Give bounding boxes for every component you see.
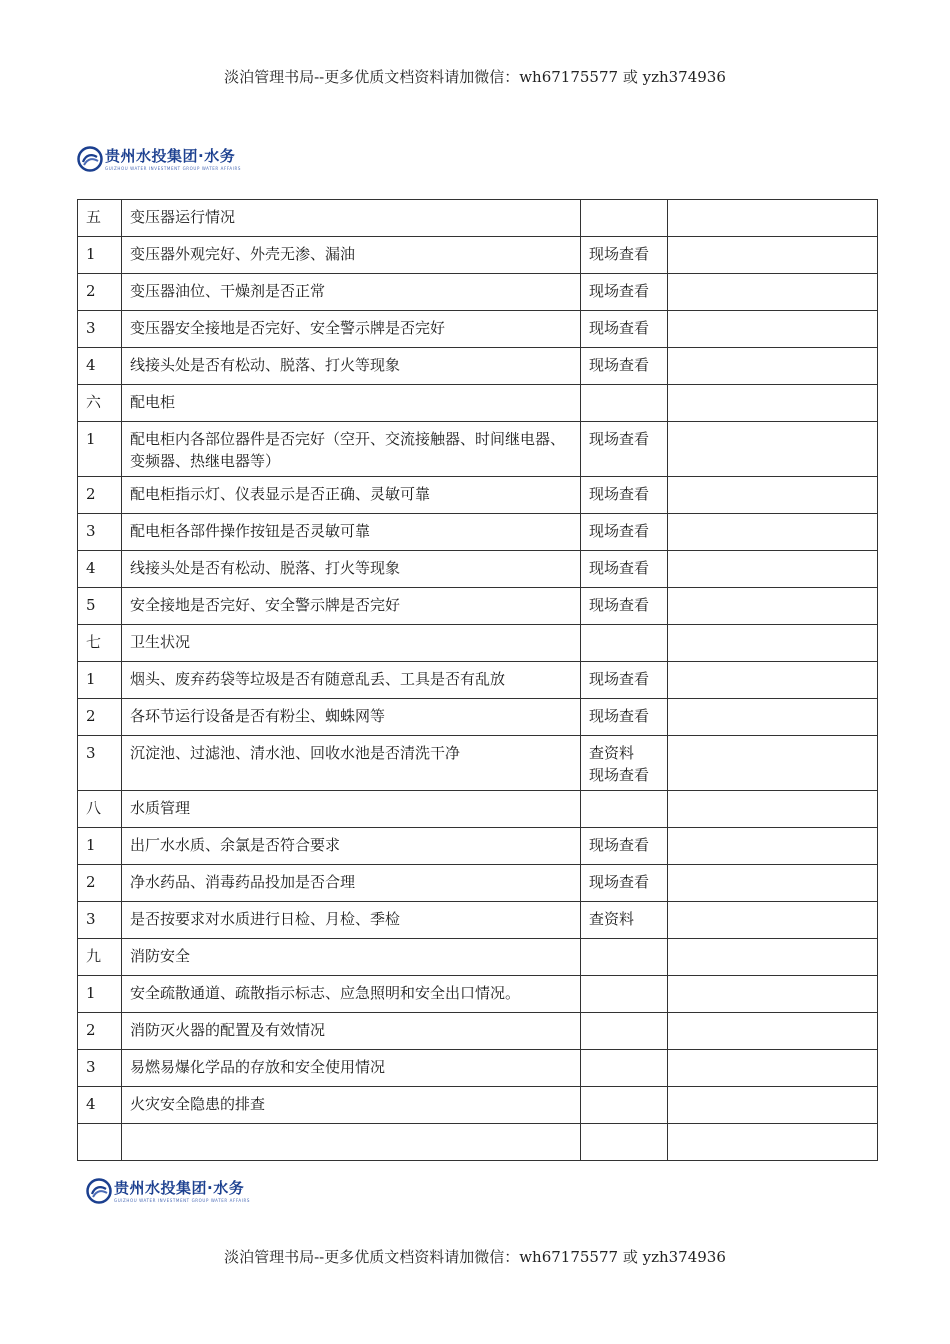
check-item: 出厂水水质、余氯是否符合要求 — [122, 828, 581, 865]
check-item: 线接头处是否有松动、脱落、打火等现象 — [122, 348, 581, 385]
table-row — [78, 311, 878, 348]
check-result — [668, 1050, 878, 1087]
method-label: 现场查看 — [589, 596, 650, 614]
method-label: 现场查看 — [589, 670, 650, 688]
method-label: 现场查看 — [589, 707, 650, 725]
method-label: 现场查看 — [589, 430, 650, 448]
table-row — [78, 1050, 878, 1087]
method-label: 现场查看 — [589, 485, 650, 503]
table-row — [78, 514, 878, 551]
check-item: 配电柜各部件操作按钮是否灵敏可靠 — [122, 514, 581, 551]
table-row — [78, 274, 878, 311]
check-item: 安全接地是否完好、安全警示牌是否完好 — [122, 588, 581, 625]
method-label: 现场查看 — [589, 319, 650, 337]
method-label: 现场查看 — [589, 766, 650, 784]
method-label: 查资料 — [589, 910, 635, 928]
row-number: 六 — [78, 385, 122, 422]
check-item: 是否按要求对水质进行日检、月检、季检 — [122, 902, 581, 939]
check-method — [581, 274, 668, 311]
row-number: 八 — [78, 791, 122, 828]
section-row — [78, 625, 878, 662]
method-label: 查资料 — [589, 744, 635, 762]
check-method — [581, 348, 668, 385]
check-method — [581, 385, 668, 422]
check-item — [122, 1124, 581, 1161]
check-method — [581, 422, 668, 477]
logo-name-en: GUIZHOU WATER INVESTMENT GROUP WATER AFFAIRS — [105, 165, 242, 171]
check-method — [581, 865, 668, 902]
row-number: 1 — [78, 237, 122, 274]
check-item: 变压器油位、干燥剂是否正常 — [122, 274, 581, 311]
check-result — [668, 274, 878, 311]
section-row — [78, 385, 878, 422]
check-result — [668, 828, 878, 865]
method-label: 现场查看 — [589, 245, 650, 263]
check-item: 配电柜内各部位器件是否完好（空开、交流接触器、时间继电器、变频器、热继电器等） — [122, 422, 581, 477]
row-number: 2 — [78, 477, 122, 514]
method-label: 现场查看 — [589, 559, 650, 577]
check-method — [581, 200, 668, 237]
table-row — [78, 588, 878, 625]
check-method — [581, 1013, 668, 1050]
check-method — [581, 311, 668, 348]
check-result — [668, 477, 878, 514]
row-number: 3 — [78, 514, 122, 551]
logo-name-cn: 贵州水投集团·水务 — [114, 1178, 245, 1197]
check-item: 安全疏散通道、疏散指示标志、应急照明和安全出口情况。 — [122, 976, 581, 1013]
row-number: 2 — [78, 699, 122, 736]
check-item: 消防安全 — [122, 939, 581, 976]
check-result — [668, 662, 878, 699]
check-method — [581, 828, 668, 865]
check-item: 变压器外观完好、外壳无渗、漏油 — [122, 237, 581, 274]
check-method — [581, 662, 668, 699]
check-method — [581, 514, 668, 551]
check-method — [581, 588, 668, 625]
check-result — [668, 865, 878, 902]
inspection-table — [77, 199, 878, 1161]
check-method — [581, 237, 668, 274]
logo-name-cn: 贵州水投集团·水务 — [105, 146, 236, 165]
row-number: 5 — [78, 588, 122, 625]
check-method — [581, 551, 668, 588]
check-result — [668, 348, 878, 385]
check-item: 卫生状况 — [122, 625, 581, 662]
table-row — [78, 348, 878, 385]
method-label: 现场查看 — [589, 522, 650, 540]
check-method — [581, 699, 668, 736]
check-result — [668, 237, 878, 274]
check-method — [581, 477, 668, 514]
table-row — [78, 1124, 878, 1161]
row-number: 3 — [78, 902, 122, 939]
table-row — [78, 551, 878, 588]
check-result — [668, 1013, 878, 1050]
table-row — [78, 699, 878, 736]
check-method — [581, 939, 668, 976]
check-result — [668, 514, 878, 551]
check-result — [668, 976, 878, 1013]
check-result — [668, 551, 878, 588]
check-method — [581, 902, 668, 939]
method-label: 现场查看 — [589, 836, 650, 854]
row-number: 2 — [78, 274, 122, 311]
check-item: 配电柜指示灯、仪表显示是否正确、灵敏可靠 — [122, 477, 581, 514]
company-logo-footer — [86, 1178, 250, 1204]
check-method — [581, 1050, 668, 1087]
table-row — [78, 422, 878, 477]
check-result — [668, 939, 878, 976]
check-method — [581, 1124, 668, 1161]
check-method — [581, 736, 668, 791]
header-note: 淡泊管理书局--更多优质文档资料请加微信：wh67175577 或 yzh374936 — [224, 68, 726, 86]
check-result — [668, 736, 878, 791]
table-row — [78, 736, 878, 791]
row-number: 五 — [78, 200, 122, 237]
method-label: 现场查看 — [589, 282, 650, 300]
table-row — [78, 477, 878, 514]
row-number: 3 — [78, 1050, 122, 1087]
check-item: 各环节运行设备是否有粉尘、蜘蛛网等 — [122, 699, 581, 736]
table-row — [78, 1087, 878, 1124]
check-result — [668, 385, 878, 422]
row-number: 1 — [78, 422, 122, 477]
check-item: 沉淀池、过滤池、清水池、回收水池是否清洗干净 — [122, 736, 581, 791]
logo-swirl-icon — [77, 146, 103, 172]
method-label: 现场查看 — [589, 873, 650, 891]
table-row — [78, 237, 878, 274]
row-number: 2 — [78, 1013, 122, 1050]
check-item: 烟头、废弃药袋等垃圾是否有随意乱丢、工具是否有乱放 — [122, 662, 581, 699]
check-method — [581, 1087, 668, 1124]
check-method — [581, 976, 668, 1013]
check-result — [668, 625, 878, 662]
check-result — [668, 422, 878, 477]
table-row — [78, 1013, 878, 1050]
company-logo — [77, 146, 241, 172]
check-result — [668, 311, 878, 348]
table-row — [78, 865, 878, 902]
row-number: 九 — [78, 939, 122, 976]
check-item: 变压器安全接地是否完好、安全警示牌是否完好 — [122, 311, 581, 348]
check-result — [668, 1124, 878, 1161]
check-result — [668, 1087, 878, 1124]
row-number: 4 — [78, 551, 122, 588]
row-number: 1 — [78, 828, 122, 865]
check-item: 消防灭火器的配置及有效情况 — [122, 1013, 581, 1050]
table-row — [78, 828, 878, 865]
check-item: 变压器运行情况 — [122, 200, 581, 237]
row-number: 3 — [78, 311, 122, 348]
row-number: 1 — [78, 976, 122, 1013]
section-row — [78, 939, 878, 976]
row-number: 4 — [78, 348, 122, 385]
row-number: 3 — [78, 736, 122, 791]
table-row — [78, 662, 878, 699]
check-result — [668, 699, 878, 736]
check-item: 火灾安全隐患的排查 — [122, 1087, 581, 1124]
row-number — [78, 1124, 122, 1161]
check-result — [668, 200, 878, 237]
check-method — [581, 625, 668, 662]
row-number: 4 — [78, 1087, 122, 1124]
section-row — [78, 791, 878, 828]
check-item: 净水药品、消毒药品投加是否合理 — [122, 865, 581, 902]
check-result — [668, 588, 878, 625]
row-number: 1 — [78, 662, 122, 699]
logo-name-en: GUIZHOU WATER INVESTMENT GROUP WATER AFFAIRS — [114, 1197, 251, 1203]
check-result — [668, 791, 878, 828]
check-item: 水质管理 — [122, 791, 581, 828]
check-item: 线接头处是否有松动、脱落、打火等现象 — [122, 551, 581, 588]
method-label: 现场查看 — [589, 356, 650, 374]
row-number: 2 — [78, 865, 122, 902]
section-row — [78, 200, 878, 237]
table-row — [78, 976, 878, 1013]
check-item: 易燃易爆化学品的存放和安全使用情况 — [122, 1050, 581, 1087]
logo-swirl-icon — [86, 1178, 112, 1204]
row-number: 七 — [78, 625, 122, 662]
check-result — [668, 902, 878, 939]
check-item: 配电柜 — [122, 385, 581, 422]
check-method — [581, 791, 668, 828]
footer-note: 淡泊管理书局--更多优质文档资料请加微信：wh67175577 或 yzh374936 — [224, 1248, 726, 1266]
table-row — [78, 902, 878, 939]
